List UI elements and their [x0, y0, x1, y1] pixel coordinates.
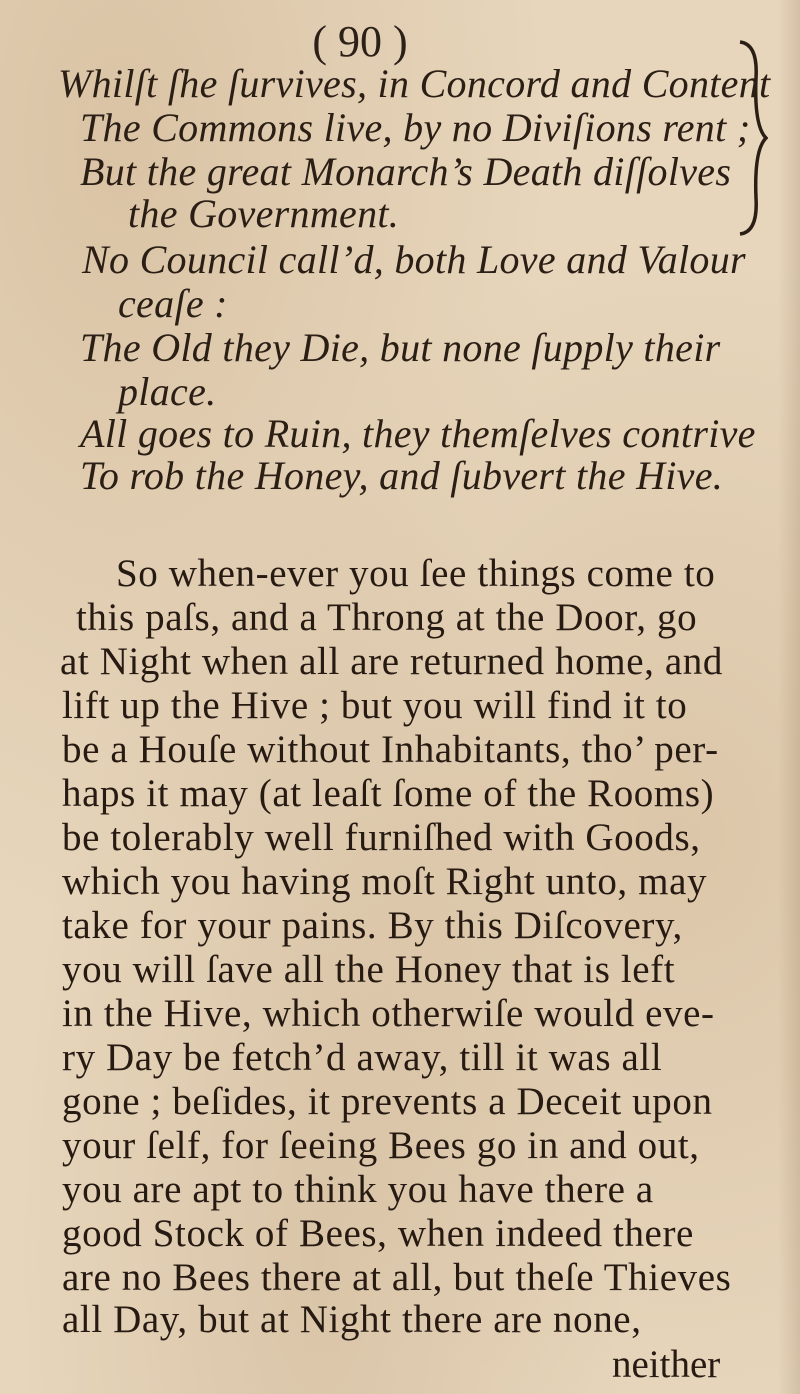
prose-line: good Stock of Bees, when indeed there [62, 1212, 694, 1255]
prose-line: you will ſave all the Honey that is left [62, 948, 676, 991]
page-number: ( 90 ) [312, 17, 408, 66]
verse-line: ceaſe : [118, 281, 228, 326]
verse-line: the Government. [128, 191, 400, 236]
prose-line: your ſelf, for ſeeing Bees go in and out, [62, 1124, 700, 1167]
verse-line: place. [118, 369, 217, 414]
prose-line: haps it may (at leaſt ſome of the Rooms) [62, 772, 715, 815]
verse-line: All goes to Ruin, they themſelves contrive [80, 411, 756, 456]
prose-line: So when-ever you ſee things come to [116, 552, 716, 595]
prose-line: be tolerably well furniſhed with Goods, [62, 816, 701, 859]
prose-line: this paſs, and a Throng at the Door, go [76, 596, 698, 639]
catchword: neither [612, 1343, 721, 1386]
prose-line: are no Bees there at all, but theſe Thieves [62, 1256, 732, 1299]
prose-line: at Night when all are returned home, and [60, 640, 723, 683]
verse-line: To rob the Honey, and ſubvert the Hive. [80, 453, 724, 498]
prose-line: take for your pains. By this Diſcovery, [62, 904, 683, 947]
prose-line: in the Hive, which otherwiſe would eve- [62, 992, 715, 1035]
verse-line: No Council call’d, both Love and Valour [82, 237, 746, 282]
page-edge-shadow [778, 0, 800, 1394]
prose-line: lift up the Hive ; but you will find it to [62, 684, 688, 727]
prose-line: ry Day be fetch’d away, till it was all [62, 1036, 663, 1079]
verse-line: The Commons live, by no Diviſions rent ; [80, 105, 751, 150]
prose-line: you are apt to think you have there a [62, 1168, 654, 1211]
verse-line: The Old they Die, but none ſupply their [80, 325, 721, 370]
verse-line: Whilſt ſhe ſurvives, in Concord and Content [58, 61, 771, 106]
verse-line: But the great Monarch’s Death diſſolves [80, 149, 732, 194]
prose-line: all Day, but at Night there are none, [62, 1298, 642, 1341]
prose-line: gone ; beſides, it prevents a Deceit upon [62, 1080, 713, 1123]
prose-line: which you having moſt Right unto, may [62, 860, 708, 903]
prose-line: be a Houſe without Inhabitants, tho’ per- [62, 728, 719, 771]
curly-brace-icon [736, 38, 768, 238]
